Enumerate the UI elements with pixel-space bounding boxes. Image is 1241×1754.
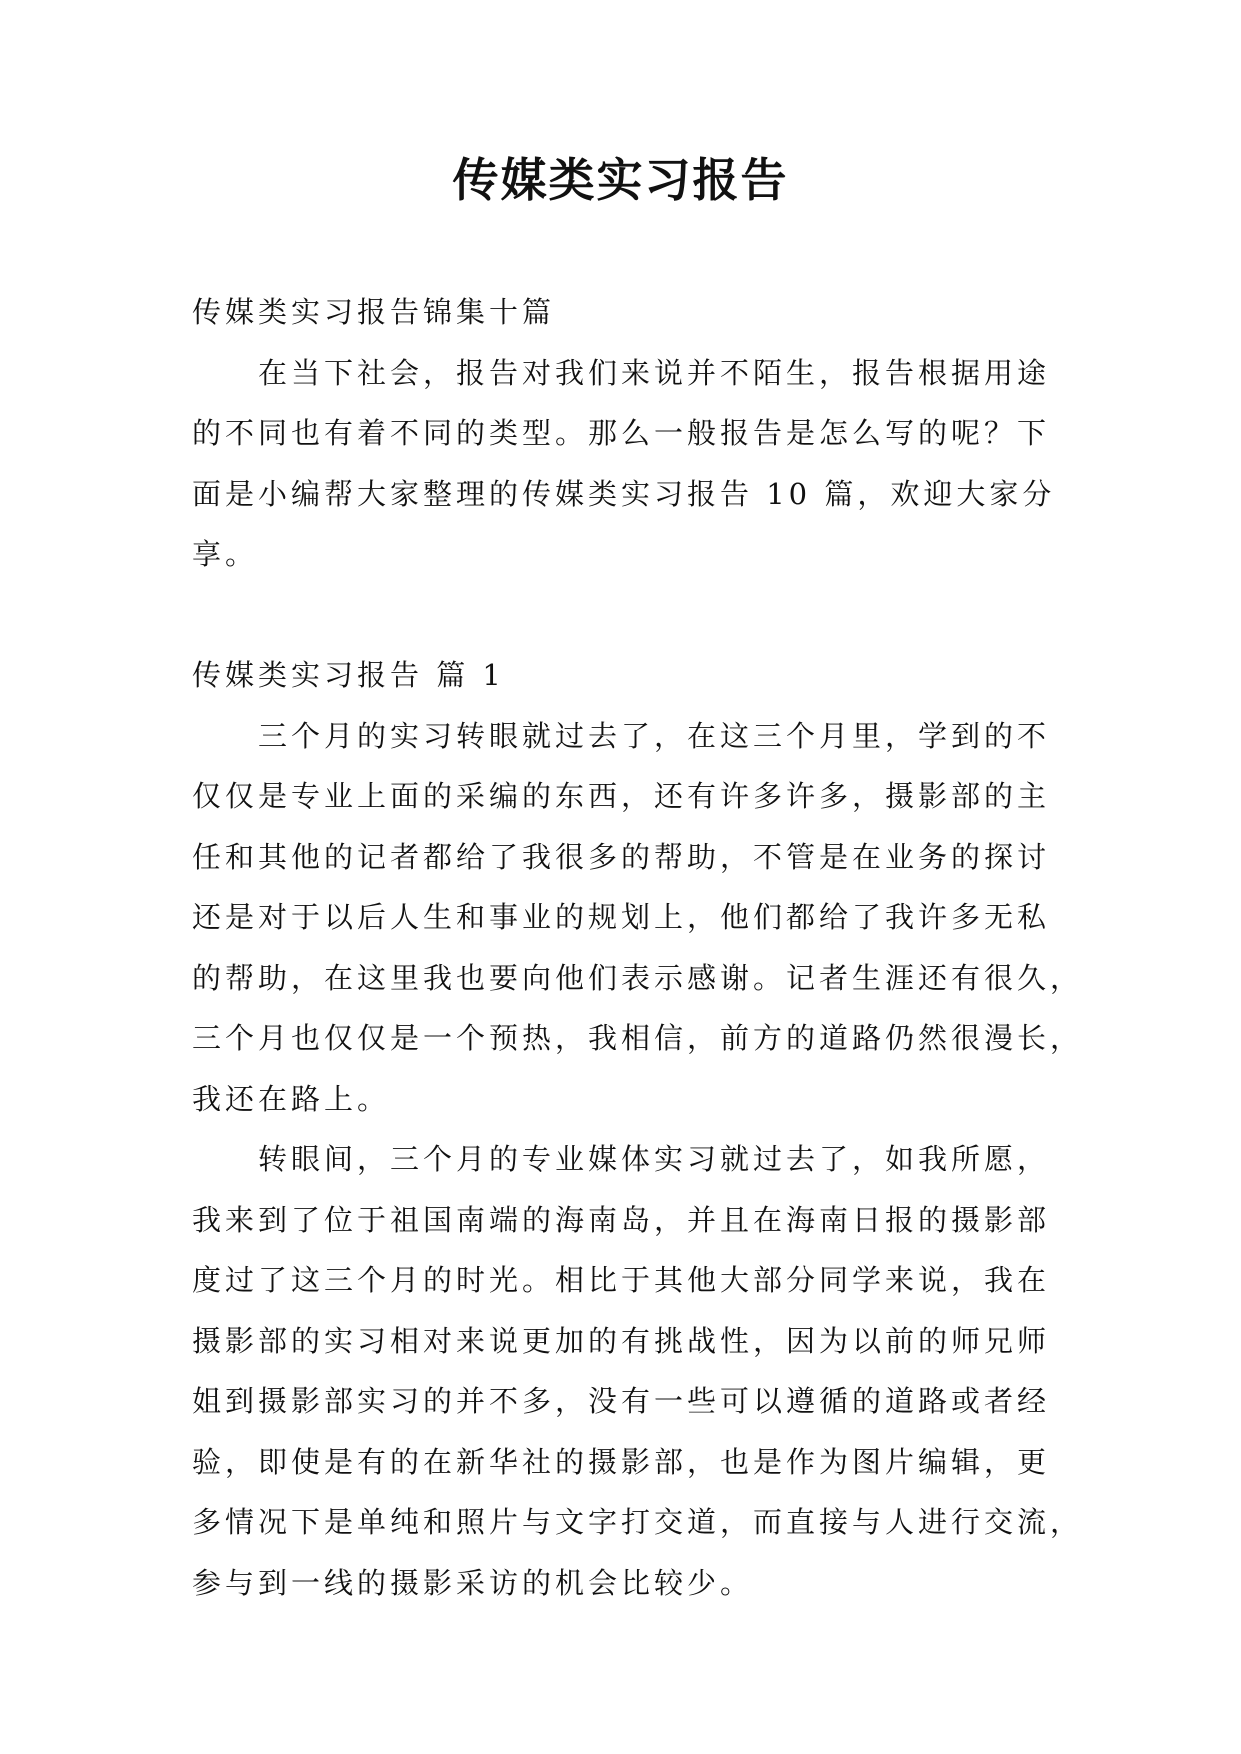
paragraph-line: 度过了这三个月的时光。相比于其他大部分同学来说，我在 bbox=[192, 1263, 1051, 1297]
intro-line: 在当下社会，报告对我们来说并不陌生，报告根据用途 bbox=[258, 355, 1051, 390]
intro-line: 面是小编帮大家整理的传媒类实习报告 10 篇，欢迎大家分 bbox=[192, 476, 1056, 511]
paragraph-line: 任和其他的记者都给了我很多的帮助，不管是在业务的探讨 bbox=[192, 839, 1051, 874]
document-body bbox=[192, 282, 1084, 1613]
paragraph-line: 三个月也仅仅是一个预热，我相信，前方的道路仍然很漫长， bbox=[192, 1021, 1084, 1055]
intro-line: 的不同也有着不同的类型。那么一般报告是怎么写的呢？下 bbox=[192, 416, 1051, 450]
intro-line: 享。 bbox=[192, 537, 259, 571]
paragraph-line: 仅仅是专业上面的采编的东西，还有许多许多，摄影部的主 bbox=[192, 779, 1051, 813]
paragraph-line: 转眼间，三个月的专业媒体实习就过去了，如我所愿， bbox=[258, 1142, 1051, 1176]
section-spacer bbox=[192, 585, 1052, 646]
paragraph-line: 姐到摄影部实习的并不多，没有一些可以遵循的道路或者经 bbox=[192, 1384, 1051, 1418]
document-title: 传媒类实习报告 bbox=[452, 153, 789, 207]
paragraph-line: 多情况下是单纯和照片与文字打交道，而直接与人进行交流， bbox=[192, 1505, 1084, 1539]
paragraph-line: 还是对于以后人生和事业的规划上，他们都给了我许多无私 bbox=[192, 900, 1051, 934]
paragraph-line: 三个月的实习转眼就过去了，在这三个月里，学到的不 bbox=[258, 718, 1051, 753]
section-heading: 传媒类实习报告 篇 1 bbox=[192, 658, 505, 692]
paragraph-line: 的帮助，在这里我也要向他们表示感谢。记者生涯还有很久， bbox=[192, 960, 1084, 995]
paragraph-line: 参与到一线的摄影采访的机会比较少。 bbox=[192, 1565, 754, 1600]
paragraph-line: 我还在路上。 bbox=[192, 1081, 391, 1116]
paragraph-line: 我来到了位于祖国南端的海南岛，并且在海南日报的摄影部 bbox=[192, 1202, 1051, 1237]
paragraph-line: 摄影部的实习相对来说更加的有挑战性，因为以前的师兄师 bbox=[192, 1323, 1051, 1358]
subtitle-line: 传媒类实习报告锦集十篇 bbox=[192, 295, 556, 329]
paragraph-line: 验，即使是有的在新华社的摄影部，也是作为图片编辑，更 bbox=[192, 1444, 1051, 1479]
